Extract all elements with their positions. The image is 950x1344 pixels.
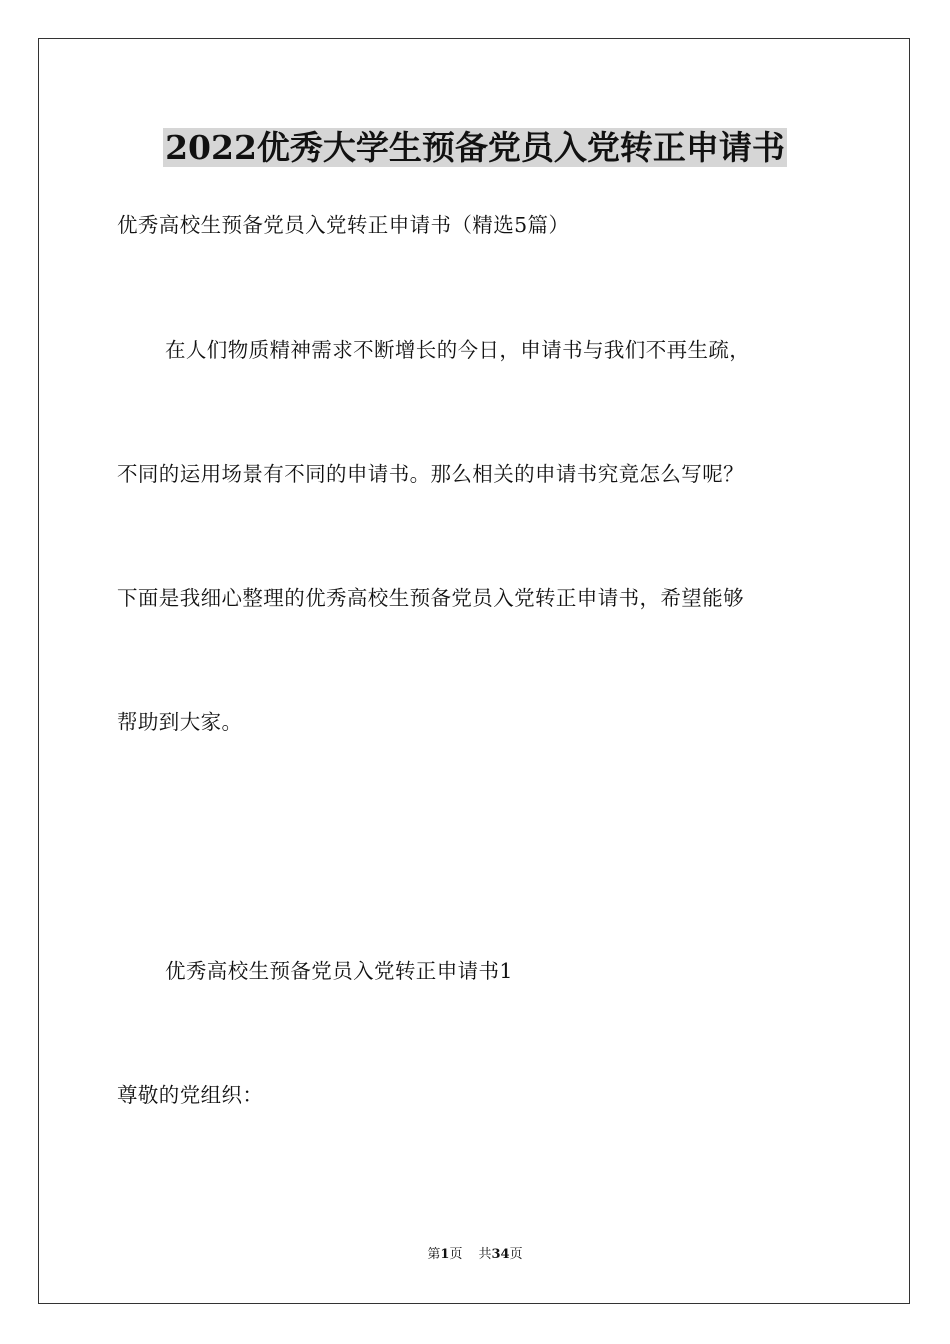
footer-page-number: 1 — [440, 1247, 450, 1262]
footer-page-prefix: 第 — [427, 1247, 441, 1262]
intro-line-2: 不同的运用场景有不同的申请书。那么相关的申请书究竟怎么写呢？ — [117, 462, 744, 486]
footer-total-suffix: 页 — [509, 1247, 523, 1262]
footer-total-prefix: 共 — [478, 1247, 492, 1262]
salutation: 尊敬的党组织： — [117, 1083, 264, 1107]
document-subtitle: 优秀高校生预备党员入党转正申请书（精选5篇） — [117, 213, 570, 237]
intro-line-4: 帮助到大家。 — [117, 710, 243, 734]
document-title — [0, 126, 950, 170]
footer-total-pages: 34 — [491, 1247, 510, 1262]
page-footer — [0, 1246, 950, 1264]
footer-page-suffix: 页 — [449, 1247, 463, 1262]
intro-line-1: 在人们物质精神需求不断增长的今日，申请书与我们不再生疏， — [165, 338, 751, 362]
document-title-text: 2022优秀大学生预备党员入党转正申请书 — [165, 128, 785, 167]
intro-line-3: 下面是我细心整理的优秀高校生预备党员入党转正申请书，希望能够 — [117, 586, 744, 610]
section-heading: 优秀高校生预备党员入党转正申请书1 — [165, 959, 513, 983]
